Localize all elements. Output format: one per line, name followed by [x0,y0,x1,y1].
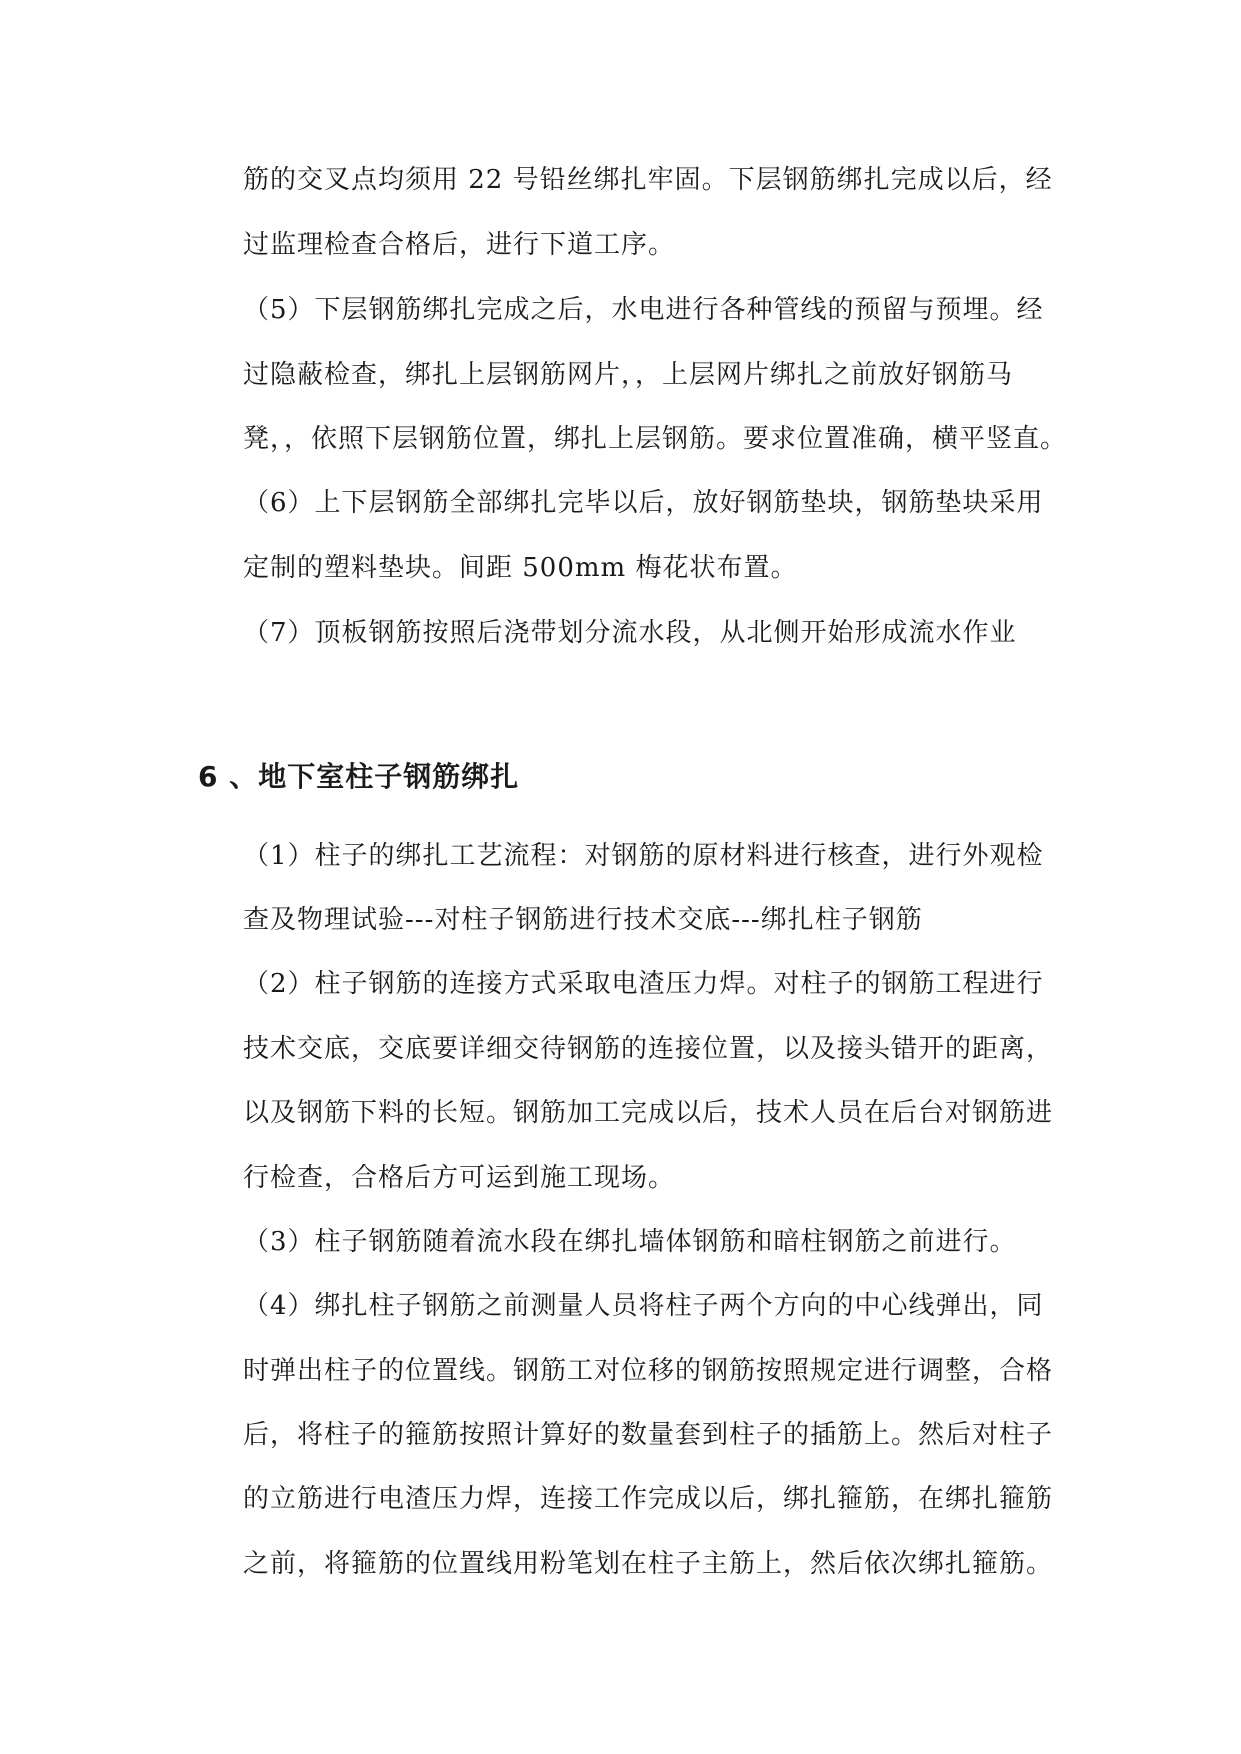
paragraph-line: 后，将柱子的箍筋按照计算好的数量套到柱子的插筋上。然后对柱子 [243,1420,1054,1450]
paragraph-line: 过隐蔽检查，绑扎上层钢筋网片，，上层网片绑扎之前放好钢筋马 [243,360,1014,390]
paragraph-line: （1）柱子的绑扎工艺流程：对钢筋的原材料进行核查，进行外观检 [243,841,1044,871]
paragraph-line: （5）下层钢筋绑扎完成之后，水电进行各种管线的预留与预埋。经 [243,295,1044,325]
paragraph-line: 凳，，依照下层钢筋位置，绑扎上层钢筋。要求位置准确，横平竖直。 [243,424,1068,454]
paragraph-line: 过监理检查合格后，进行下道工序。 [243,230,676,260]
paragraph-line: 查及物理试验---对柱子钢筋进行技术交底---绑扎柱子钢筋 [243,905,923,935]
paragraph-line: 定制的塑料垫块。间距 500mm 梅花状布置。 [243,553,798,583]
paragraph-line: （3）柱子钢筋随着流水段在绑扎墙体钢筋和暗柱钢筋之前进行。 [243,1227,1017,1257]
paragraph-line: 时弹出柱子的位置线。钢筋工对位移的钢筋按照规定进行调整，合格 [243,1356,1054,1386]
paragraph-line: 之前，将箍筋的位置线用粉笔划在柱子主筋上，然后依次绑扎箍筋。 [243,1549,1054,1579]
paragraph-line: （7）顶板钢筋按照后浇带划分流水段，从北侧开始形成流水作业 [243,618,1017,648]
paragraph-line: 的立筋进行电渣压力焊，连接工作完成以后，绑扎箍筋，在绑扎箍筋 [243,1484,1054,1514]
paragraph-line: （4）绑扎柱子钢筋之前测量人员将柱子两个方向的中心线弹出，同 [243,1291,1044,1321]
paragraph-line: 筋的交叉点均须用 22 号铅丝绑扎牢固。下层钢筋绑扎完成以后，经 [243,165,1053,195]
paragraph-line: （6）上下层钢筋全部绑扎完毕以后，放好钢筋垫块，钢筋垫块采用 [243,488,1044,518]
paragraph-line: （2）柱子钢筋的连接方式采取电渣压力焊。对柱子的钢筋工程进行 [243,969,1044,999]
paragraph-line: 行检查，合格后方可运到施工现场。 [243,1163,676,1193]
paragraph-line: 技术交底，交底要详细交待钢筋的连接位置，以及接头错开的距离， [243,1034,1054,1064]
section-heading: 6 、地下室柱子钢筋绑扎 [198,760,520,793]
paragraph-line: 以及钢筋下料的长短。钢筋加工完成以后，技术人员在后台对钢筋进 [243,1098,1054,1128]
